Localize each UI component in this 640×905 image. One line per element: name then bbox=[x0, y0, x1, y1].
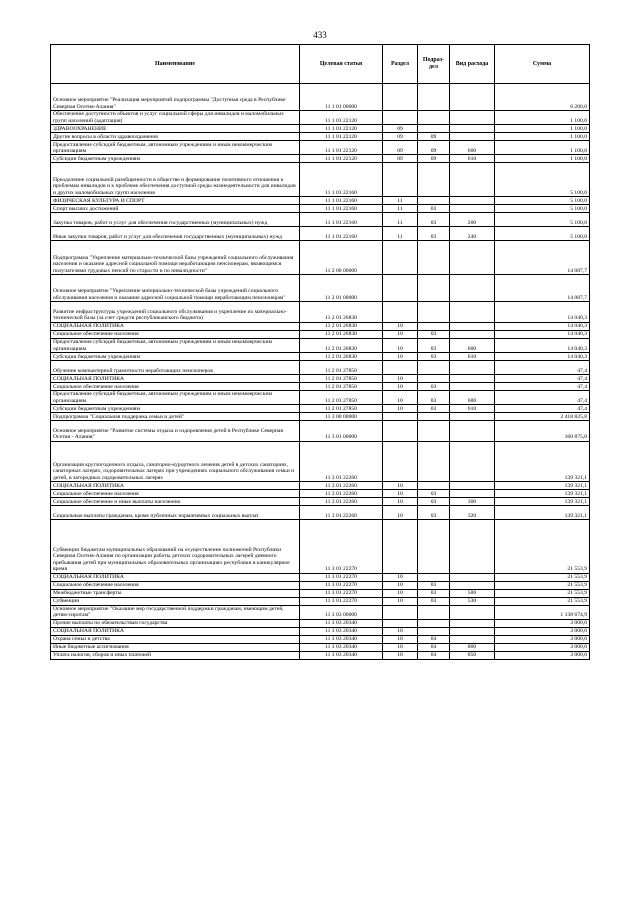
header-code: Целевая статья bbox=[300, 45, 383, 84]
cell-amount: 6 200,0 bbox=[495, 84, 590, 111]
cell-section: 11 bbox=[383, 197, 418, 205]
table-row bbox=[51, 482, 590, 490]
cell-expense-type bbox=[450, 413, 495, 421]
cell-code: 11 3 03 20340 bbox=[300, 627, 383, 635]
table-row bbox=[51, 589, 590, 597]
cell-expense-type bbox=[450, 490, 495, 498]
cell-amount: 3 000,0 bbox=[495, 643, 590, 651]
cell-code: 11 2 01 26830 bbox=[300, 302, 383, 323]
cell-expense-type bbox=[450, 635, 495, 643]
cell-subsection bbox=[418, 441, 450, 481]
cell-section: 11 bbox=[383, 205, 418, 213]
cell-subsection bbox=[418, 241, 450, 275]
cell-name: СОЦИАЛЬНАЯ ПОЛИТИКА bbox=[51, 482, 300, 490]
cell-expense-type bbox=[450, 197, 495, 205]
cell-expense-type: 600 bbox=[450, 338, 495, 352]
cell-code: 11 2 01 27850 bbox=[300, 375, 383, 383]
cell-section bbox=[383, 302, 418, 323]
cell-name: Основное мероприятие "Реализация мероприятий подпрограммы "Доступная среда в Республике Северная Осетия-Алания" bbox=[51, 84, 300, 111]
cell-name: ФИЗИЧЕСКАЯ КУЛЬТУРА И СПОРТ bbox=[51, 197, 300, 205]
cell-subsection: 04 bbox=[418, 643, 450, 651]
cell-section: 11 bbox=[383, 213, 418, 227]
cell-name: Обучение компьютерной грамотности неработающих пенсионеров bbox=[51, 360, 300, 374]
cell-amount: 47,4 bbox=[495, 383, 590, 391]
cell-amount: 21 553,9 bbox=[495, 573, 590, 581]
cell-subsection bbox=[418, 520, 450, 573]
table-row bbox=[51, 302, 590, 323]
cell-name: Социальное обеспечение и иные выплаты населению bbox=[51, 498, 300, 506]
cell-section bbox=[383, 241, 418, 275]
cell-subsection: 04 bbox=[418, 635, 450, 643]
cell-subsection bbox=[418, 125, 450, 133]
cell-code: 11 3 03 00000 bbox=[300, 605, 383, 619]
cell-expense-type: 600 bbox=[450, 141, 495, 155]
cell-section: 09 bbox=[383, 155, 418, 163]
table-row bbox=[51, 520, 590, 573]
cell-amount: 139 321,1 bbox=[495, 506, 590, 520]
table-row bbox=[51, 213, 590, 227]
cell-name: Преодоление социальной разобщенности в обществе и формирование позитивного отношения к проблемам инвалидов и к проблеме обеспечения доступной среды жизнедеятельности для инвалидов и других маломобильных групп населения bbox=[51, 163, 300, 197]
cell-name: Уплата налогов, сборов и иных платежей bbox=[51, 651, 300, 659]
cell-section: 10 bbox=[383, 383, 418, 391]
cell-section bbox=[383, 605, 418, 619]
cell-name: СОЦИАЛЬНАЯ ПОЛИТИКА bbox=[51, 573, 300, 581]
cell-section bbox=[383, 111, 418, 125]
cell-subsection: 04 bbox=[418, 651, 450, 659]
cell-subsection: 09 bbox=[418, 141, 450, 155]
cell-expense-type bbox=[450, 241, 495, 275]
cell-code: 11 3 01 22270 bbox=[300, 520, 383, 573]
cell-expense-type bbox=[450, 322, 495, 330]
cell-amount: 3 000,0 bbox=[495, 627, 590, 635]
cell-name: Субсидии бюджетным учреждениям bbox=[51, 155, 300, 163]
cell-amount: 1 100,0 bbox=[495, 111, 590, 125]
table-row bbox=[51, 643, 590, 651]
cell-expense-type bbox=[450, 205, 495, 213]
cell-code: 11 1 01 22120 bbox=[300, 141, 383, 155]
cell-amount: 3 000,0 bbox=[495, 651, 590, 659]
cell-section bbox=[383, 413, 418, 421]
cell-section: 10 bbox=[383, 643, 418, 651]
cell-code: 11 3 03 20340 bbox=[300, 635, 383, 643]
cell-code: 11 3 01 22270 bbox=[300, 573, 383, 581]
table-row bbox=[51, 421, 590, 442]
cell-subsection: 03 bbox=[418, 490, 450, 498]
cell-code: 11 2 00 00000 bbox=[300, 241, 383, 275]
cell-code: 11 3 01 22260 bbox=[300, 441, 383, 481]
table-row bbox=[51, 375, 590, 383]
cell-expense-type: 610 bbox=[450, 405, 495, 413]
cell-subsection: 03 bbox=[418, 391, 450, 405]
cell-expense-type bbox=[450, 627, 495, 635]
cell-amount: 160 875,0 bbox=[495, 421, 590, 442]
cell-amount: 47,4 bbox=[495, 391, 590, 405]
cell-expense-type bbox=[450, 441, 495, 481]
cell-section: 10 bbox=[383, 573, 418, 581]
cell-amount: 14 040,3 bbox=[495, 330, 590, 338]
cell-section: 10 bbox=[383, 375, 418, 383]
cell-amount: 139 321,1 bbox=[495, 498, 590, 506]
cell-subsection bbox=[418, 111, 450, 125]
page-number: 433 bbox=[313, 30, 327, 40]
cell-expense-type bbox=[450, 482, 495, 490]
cell-expense-type bbox=[450, 302, 495, 323]
table-row bbox=[51, 133, 590, 141]
cell-section: 10 bbox=[383, 322, 418, 330]
cell-section: 10 bbox=[383, 635, 418, 643]
cell-amount: 1 100,0 bbox=[495, 141, 590, 155]
cell-section: 10 bbox=[383, 597, 418, 605]
cell-amount: 1 100,0 bbox=[495, 125, 590, 133]
cell-amount: 21 553,9 bbox=[495, 589, 590, 597]
table-row bbox=[51, 573, 590, 581]
cell-name: Иные закупки товаров, работ и услуг для обеспечения государственных (муниципальных) нужд bbox=[51, 227, 300, 241]
cell-subsection: 03 bbox=[418, 205, 450, 213]
cell-expense-type: 850 bbox=[450, 651, 495, 659]
cell-name: Спорт высших достижений bbox=[51, 205, 300, 213]
table-row bbox=[51, 322, 590, 330]
cell-code: 11 3 01 22270 bbox=[300, 581, 383, 589]
table-row bbox=[51, 619, 590, 627]
cell-name: Субвенции бюджетам муниципальных образований на осуществление полномочий Республики Северная Осетия-Алания по организации работы детских оздоровительных лагерей дневного пребывания детей при муниципальных образовательных организациях республики в каникулярное время bbox=[51, 520, 300, 573]
cell-subsection: 03 bbox=[418, 213, 450, 227]
table-row bbox=[51, 627, 590, 635]
table-row bbox=[51, 391, 590, 405]
cell-subsection: 09 bbox=[418, 155, 450, 163]
cell-subsection bbox=[418, 627, 450, 635]
cell-section: 10 bbox=[383, 352, 418, 360]
cell-code: 11 3 03 20340 bbox=[300, 619, 383, 627]
cell-code: 11 3 01 22270 bbox=[300, 589, 383, 597]
cell-amount: 1 138 674,9 bbox=[495, 605, 590, 619]
cell-expense-type: 610 bbox=[450, 155, 495, 163]
table-row bbox=[51, 205, 590, 213]
cell-expense-type: 610 bbox=[450, 352, 495, 360]
cell-subsection bbox=[418, 360, 450, 374]
cell-name: Основное мероприятие "Развитие системы отдыха и оздоровления детей в Республике Северная Осетия - Алания" bbox=[51, 421, 300, 442]
cell-section: 10 bbox=[383, 338, 418, 352]
table-row bbox=[51, 441, 590, 481]
cell-amount: 14 040,3 bbox=[495, 338, 590, 352]
table-row bbox=[51, 111, 590, 125]
cell-expense-type bbox=[450, 360, 495, 374]
cell-code: 11 2 01 27850 bbox=[300, 360, 383, 374]
cell-expense-type: 600 bbox=[450, 391, 495, 405]
cell-expense-type bbox=[450, 133, 495, 141]
cell-amount: 1 100,0 bbox=[495, 155, 590, 163]
cell-subsection: 03 bbox=[418, 581, 450, 589]
cell-subsection bbox=[418, 605, 450, 619]
table-row bbox=[51, 163, 590, 197]
table-row bbox=[51, 275, 590, 302]
cell-section: 11 bbox=[383, 227, 418, 241]
table-row bbox=[51, 141, 590, 155]
cell-name: Охрана семьи и детства bbox=[51, 635, 300, 643]
cell-code: 11 2 01 27850 bbox=[300, 391, 383, 405]
cell-amount: 21 553,9 bbox=[495, 520, 590, 573]
cell-expense-type bbox=[450, 421, 495, 442]
cell-section bbox=[383, 360, 418, 374]
cell-subsection: 03 bbox=[418, 589, 450, 597]
cell-expense-type: 320 bbox=[450, 506, 495, 520]
cell-subsection bbox=[418, 275, 450, 302]
header-section: Раздел bbox=[383, 45, 418, 84]
cell-subsection bbox=[418, 197, 450, 205]
cell-subsection: 03 bbox=[418, 405, 450, 413]
cell-section bbox=[383, 441, 418, 481]
cell-expense-type bbox=[450, 330, 495, 338]
header-subsection: Подраз-дел bbox=[418, 45, 450, 84]
cell-name: Социальное обеспечение населения bbox=[51, 383, 300, 391]
table-row bbox=[51, 651, 590, 659]
cell-code: 11 3 01 00000 bbox=[300, 421, 383, 442]
cell-amount: 21 553,9 bbox=[495, 581, 590, 589]
cell-subsection bbox=[418, 573, 450, 581]
cell-name: Закупка товаров, работ и услуг для обеспечения государственных (муниципальных) нужд bbox=[51, 213, 300, 227]
cell-section: 10 bbox=[383, 506, 418, 520]
cell-name: СОЦИАЛЬНАЯ ПОЛИТИКА bbox=[51, 375, 300, 383]
cell-subsection bbox=[418, 375, 450, 383]
cell-section bbox=[383, 421, 418, 442]
cell-expense-type: 240 bbox=[450, 227, 495, 241]
header-row bbox=[51, 45, 590, 84]
cell-subsection bbox=[418, 322, 450, 330]
cell-section: 10 bbox=[383, 651, 418, 659]
cell-subsection: 03 bbox=[418, 498, 450, 506]
cell-section: 09 bbox=[383, 141, 418, 155]
cell-name: Предоставление субсидий бюджетным, автономным учреждениям и иным некоммерческим организациям bbox=[51, 141, 300, 155]
cell-section bbox=[383, 84, 418, 111]
table-row bbox=[51, 197, 590, 205]
cell-amount: 1 100,0 bbox=[495, 133, 590, 141]
cell-amount: 5 100,0 bbox=[495, 227, 590, 241]
cell-amount: 47,4 bbox=[495, 360, 590, 374]
cell-subsection: 03 bbox=[418, 227, 450, 241]
cell-expense-type bbox=[450, 573, 495, 581]
cell-expense-type: 530 bbox=[450, 597, 495, 605]
cell-expense-type bbox=[450, 605, 495, 619]
cell-subsection bbox=[418, 482, 450, 490]
cell-name: Развитие инфраструктуры учреждений социального обслуживания и укрепление их материально-технической базы (за счет средств республиканского бюджета) bbox=[51, 302, 300, 323]
cell-expense-type bbox=[450, 125, 495, 133]
cell-name: Субвенции bbox=[51, 597, 300, 605]
cell-section: 10 bbox=[383, 490, 418, 498]
cell-section: 09 bbox=[383, 125, 418, 133]
cell-code: 11 2 01 26830 bbox=[300, 338, 383, 352]
cell-name: Организация круглогодичного отдыха, санаторно-курортного лечения детей в детских санаториях, санаторных лагерях, оздоровительных лагерях при учреждениях социального обслуживания семьи и детей, в загородных оздоровительных лагерях bbox=[51, 441, 300, 481]
cell-expense-type bbox=[450, 163, 495, 197]
cell-expense-type bbox=[450, 520, 495, 573]
table-row bbox=[51, 330, 590, 338]
cell-amount: 139 321,1 bbox=[495, 490, 590, 498]
cell-section: 10 bbox=[383, 498, 418, 506]
cell-subsection: 09 bbox=[418, 133, 450, 141]
table-row bbox=[51, 383, 590, 391]
cell-section bbox=[383, 163, 418, 197]
cell-section: 09 bbox=[383, 133, 418, 141]
cell-name: Подпрограмма "Укрепление материально-технической базы учреждений социального обслуживания населения и оказание адресной социальной помощи неработающим пенсионерам, являющимся получателями трудовых пенсий по старости и по инвалидности" bbox=[51, 241, 300, 275]
cell-section: 10 bbox=[383, 581, 418, 589]
cell-amount: 14 040,3 bbox=[495, 322, 590, 330]
cell-name: Обеспечение доступности объектов и услуг социальной сферы для инвалидов и маломобильных групп населений (адаптация) bbox=[51, 111, 300, 125]
cell-code: 11 1 01 22120 bbox=[300, 125, 383, 133]
table-row bbox=[51, 84, 590, 111]
cell-expense-type bbox=[450, 84, 495, 111]
cell-code: 11 1 01 22160 bbox=[300, 213, 383, 227]
cell-code: 11 2 01 00000 bbox=[300, 275, 383, 302]
table-row bbox=[51, 227, 590, 241]
cell-name: Прочие выплаты по обязательствам государства bbox=[51, 619, 300, 627]
table-body bbox=[51, 84, 590, 660]
cell-code: 11 1 01 22160 bbox=[300, 205, 383, 213]
table-row bbox=[51, 490, 590, 498]
table-row bbox=[51, 360, 590, 374]
cell-name: СОЦИАЛЬНАЯ ПОЛИТИКА bbox=[51, 627, 300, 635]
cell-expense-type bbox=[450, 111, 495, 125]
table-row bbox=[51, 125, 590, 133]
cell-code: 11 1 01 22160 bbox=[300, 227, 383, 241]
cell-code: 11 2 01 26830 bbox=[300, 352, 383, 360]
header-amount: Сумма bbox=[495, 45, 590, 84]
table-row bbox=[51, 506, 590, 520]
cell-code: 11 2 01 27850 bbox=[300, 405, 383, 413]
cell-amount: 3 000,0 bbox=[495, 635, 590, 643]
cell-subsection: 03 bbox=[418, 352, 450, 360]
cell-expense-type: 800 bbox=[450, 643, 495, 651]
cell-section bbox=[383, 619, 418, 627]
cell-section: 10 bbox=[383, 482, 418, 490]
table-row bbox=[51, 405, 590, 413]
cell-code: 11 3 00 00000 bbox=[300, 413, 383, 421]
cell-expense-type: 500 bbox=[450, 589, 495, 597]
cell-amount: 14 040,3 bbox=[495, 302, 590, 323]
cell-amount: 14 087,7 bbox=[495, 241, 590, 275]
cell-amount: 21 553,9 bbox=[495, 597, 590, 605]
cell-name: Другие вопросы в области здравоохранения bbox=[51, 133, 300, 141]
table-row bbox=[51, 605, 590, 619]
cell-code: 11 1 01 22120 bbox=[300, 155, 383, 163]
cell-name: Социальные выплаты гражданам, кроме публичных нормативных социальных выплат bbox=[51, 506, 300, 520]
cell-amount: 5 100,0 bbox=[495, 213, 590, 227]
cell-section: 10 bbox=[383, 589, 418, 597]
cell-subsection bbox=[418, 421, 450, 442]
cell-name: Основное мероприятие "Укрепление материально-технической базы учреждений социального обслуживания населения и оказание адресной социальной помощи неработающим пенсионерам" bbox=[51, 275, 300, 302]
cell-section: 10 bbox=[383, 405, 418, 413]
cell-amount: 139 321,1 bbox=[495, 441, 590, 481]
cell-expense-type bbox=[450, 383, 495, 391]
budget-table bbox=[50, 44, 590, 660]
table-row bbox=[51, 581, 590, 589]
cell-section bbox=[383, 520, 418, 573]
cell-expense-type bbox=[450, 275, 495, 302]
cell-name: Субсидии бюджетным учреждениям bbox=[51, 405, 300, 413]
cell-amount: 47,4 bbox=[495, 375, 590, 383]
table-row bbox=[51, 241, 590, 275]
table-row bbox=[51, 413, 590, 421]
cell-name: Предоставление субсидий бюджетным, автономным учреждениям и иным некоммерческим организациям bbox=[51, 338, 300, 352]
table-row bbox=[51, 338, 590, 352]
cell-subsection: 03 bbox=[418, 597, 450, 605]
cell-code: 11 3 01 22260 bbox=[300, 490, 383, 498]
cell-amount: 14 087,7 bbox=[495, 275, 590, 302]
cell-code: 11 1 01 22160 bbox=[300, 197, 383, 205]
cell-name: Подпрограмма "Социальная поддержка семьи и детей" bbox=[51, 413, 300, 421]
cell-section: 10 bbox=[383, 330, 418, 338]
cell-amount: 5 100,0 bbox=[495, 205, 590, 213]
cell-section bbox=[383, 275, 418, 302]
cell-section: 10 bbox=[383, 391, 418, 405]
cell-code: 11 3 03 20340 bbox=[300, 643, 383, 651]
cell-code: 11 1 01 22160 bbox=[300, 163, 383, 197]
cell-amount: 14 040,3 bbox=[495, 352, 590, 360]
header-name: Наименование bbox=[51, 45, 300, 84]
cell-amount: 3 000,0 bbox=[495, 619, 590, 627]
cell-code: 11 3 01 22260 bbox=[300, 506, 383, 520]
cell-subsection bbox=[418, 619, 450, 627]
cell-code: 11 1 01 22120 bbox=[300, 133, 383, 141]
cell-name: Предоставление субсидий бюджетным, автономным учреждениям и иным некоммерческим организациям bbox=[51, 391, 300, 405]
cell-subsection bbox=[418, 163, 450, 197]
cell-code: 11 2 01 27850 bbox=[300, 383, 383, 391]
cell-name: СОЦИАЛЬНАЯ ПОЛИТИКА bbox=[51, 322, 300, 330]
table-row bbox=[51, 498, 590, 506]
cell-code: 11 2 01 26830 bbox=[300, 322, 383, 330]
cell-name: Иные бюджетные ассигнования bbox=[51, 643, 300, 651]
cell-amount: 5 100,0 bbox=[495, 163, 590, 197]
cell-code: 11 2 01 26830 bbox=[300, 330, 383, 338]
cell-code: 11 1 01 22120 bbox=[300, 111, 383, 125]
cell-amount: 2 418 825,8 bbox=[495, 413, 590, 421]
cell-name: Межбюджетные трансферты bbox=[51, 589, 300, 597]
cell-code: 11 3 03 20340 bbox=[300, 651, 383, 659]
cell-code: 11 3 01 22260 bbox=[300, 482, 383, 490]
cell-expense-type: 200 bbox=[450, 213, 495, 227]
cell-amount: 5 100,0 bbox=[495, 197, 590, 205]
cell-subsection: 03 bbox=[418, 338, 450, 352]
cell-name: Социальное обеспечение населения bbox=[51, 581, 300, 589]
cell-expense-type: 300 bbox=[450, 498, 495, 506]
cell-subsection bbox=[418, 302, 450, 323]
cell-subsection: 03 bbox=[418, 506, 450, 520]
cell-expense-type bbox=[450, 375, 495, 383]
cell-code: 11 1 01 00000 bbox=[300, 84, 383, 111]
cell-expense-type bbox=[450, 619, 495, 627]
cell-code: 11 3 01 22270 bbox=[300, 597, 383, 605]
table-row bbox=[51, 597, 590, 605]
cell-subsection bbox=[418, 413, 450, 421]
cell-subsection: 03 bbox=[418, 383, 450, 391]
cell-subsection: 03 bbox=[418, 330, 450, 338]
header-expense-type: Вид расхода bbox=[450, 45, 495, 84]
cell-name: Основное мероприятие "Оказание мер государственной поддержки гражданам, имеющим детей, детям-сиротам" bbox=[51, 605, 300, 619]
cell-code: 11 3 01 22260 bbox=[300, 498, 383, 506]
cell-amount: 139 321,1 bbox=[495, 482, 590, 490]
cell-name: Социальное обеспечение населения bbox=[51, 330, 300, 338]
cell-name: Социальное обеспечение населения bbox=[51, 490, 300, 498]
table-row bbox=[51, 352, 590, 360]
cell-amount: 47,4 bbox=[495, 405, 590, 413]
cell-name: ЗДРАВООХРАНЕНИЕ bbox=[51, 125, 300, 133]
cell-name: Субсидии бюджетным учреждениям bbox=[51, 352, 300, 360]
cell-section: 10 bbox=[383, 627, 418, 635]
cell-expense-type bbox=[450, 581, 495, 589]
table-row bbox=[51, 155, 590, 163]
cell-subsection bbox=[418, 84, 450, 111]
table-row bbox=[51, 635, 590, 643]
